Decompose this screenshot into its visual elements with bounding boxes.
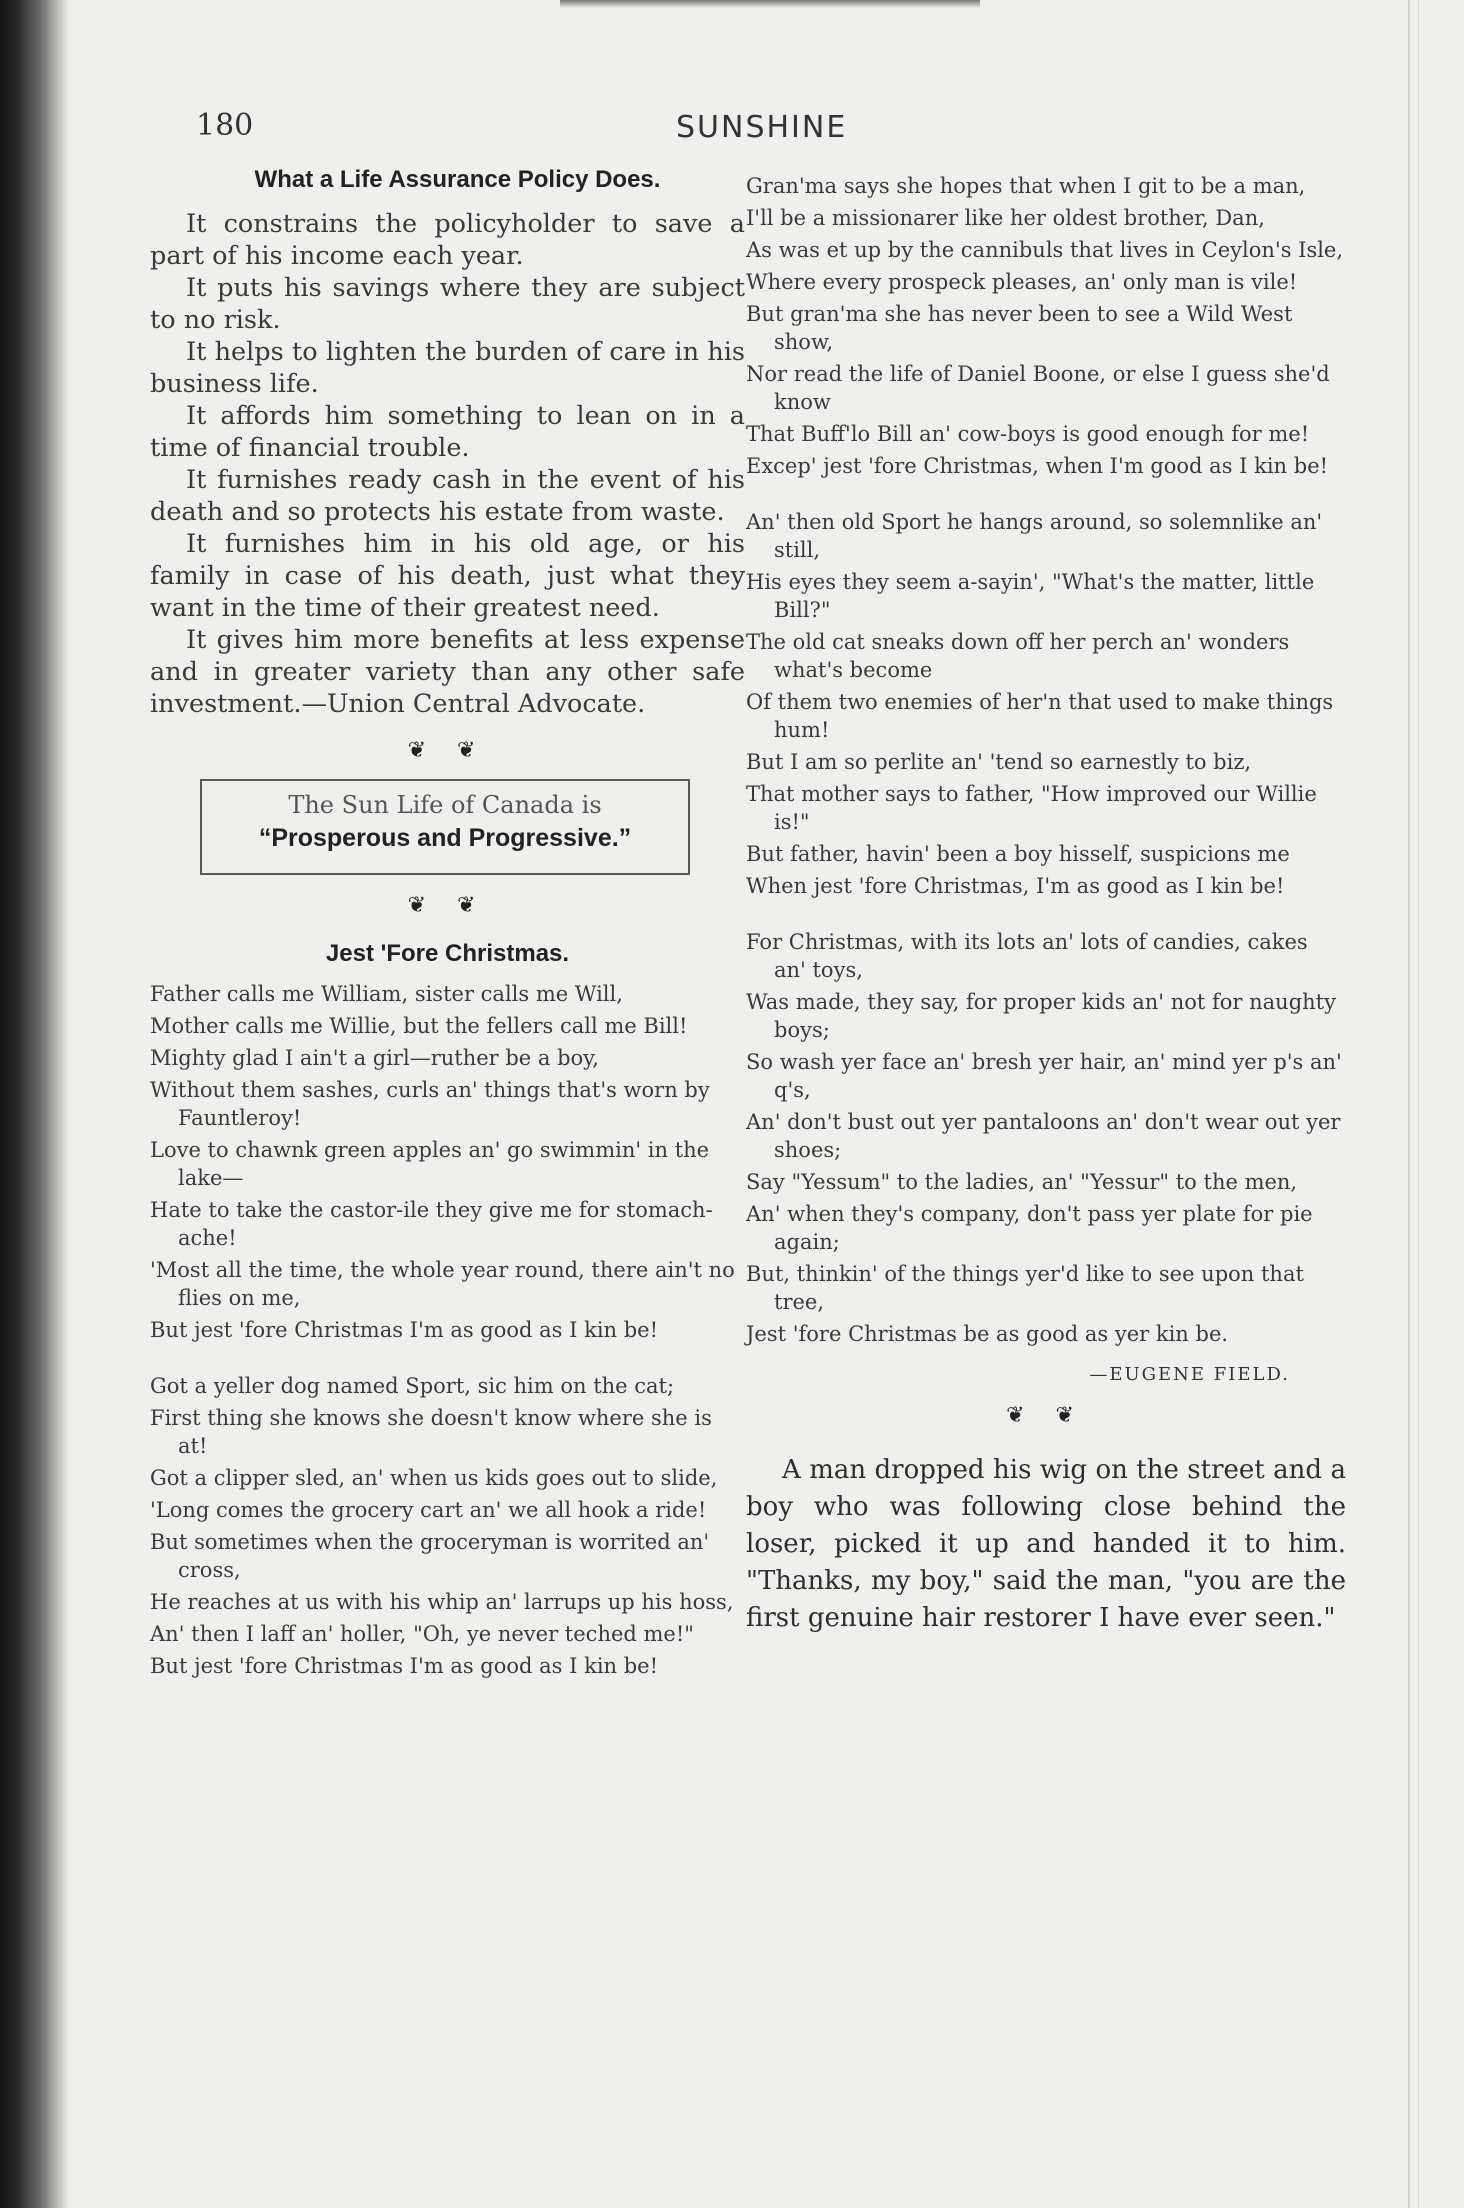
article-paragraph: It helps to lighten the burden of care in his business life. bbox=[150, 337, 745, 399]
ornament-divider: ❦ ❦ bbox=[407, 893, 488, 918]
poem-body-continued bbox=[746, 172, 1346, 1348]
poem-line: But, thinkin' of the things yer'd like to see upon that tree, bbox=[746, 1262, 1304, 1314]
article-paragraph: It affords him something to lean on in a time of financial trouble. bbox=[150, 401, 745, 463]
article-paragraph: It puts his savings where they are subject to no risk. bbox=[150, 273, 745, 335]
poem-line: First thing she knows she doesn't know where she is at! bbox=[150, 1406, 712, 1458]
page-number: 180 bbox=[196, 108, 254, 143]
poem-attribution: —EUGENE FIELD. bbox=[1089, 1364, 1290, 1385]
poem-line: Got a clipper sled, an' when us kids goes out to slide, bbox=[150, 1466, 718, 1490]
poem-line: But I am so perlite an' 'tend so earnestly to biz, bbox=[746, 750, 1252, 774]
scan-edge bbox=[0, 0, 70, 2208]
article-paragraph: It constrains the policyholder to save a part of his income each year. bbox=[150, 209, 745, 271]
poem-line: He reaches at us with his whip an' larrups up his hoss, bbox=[150, 1590, 734, 1614]
scan-edge-top bbox=[560, 0, 980, 8]
poem-line: Mighty glad I ain't a girl—ruther be a boy, bbox=[150, 1046, 599, 1070]
advertisement-box bbox=[200, 779, 690, 875]
poem-stanza bbox=[746, 508, 1346, 900]
gutter-line bbox=[1408, 0, 1410, 2208]
poem-line: 'Most all the time, the whole year round, there ain't no flies on me, bbox=[150, 1258, 735, 1310]
poem-line: But gran'ma she has never been to see a Wild West show, bbox=[746, 302, 1293, 354]
poem-line: That Buff'lo Bill an' cow-boys is good enough for me! bbox=[746, 422, 1310, 446]
poem-line: His eyes they seem a-sayin', "What's the matter, little Bill?" bbox=[746, 570, 1315, 622]
poem-line: Excep' jest 'fore Christmas, when I'm good as I kin be! bbox=[746, 454, 1329, 478]
poem-stanza bbox=[746, 928, 1346, 1348]
anecdote-text: A man dropped his wig on the street and a boy who was following close behind the loser, picked it up and handed it to him. "Thanks, my boy," said the man, "you are the first genuine hair restorer I have ever seen." bbox=[746, 1455, 1346, 1633]
anecdote bbox=[746, 1452, 1346, 1637]
poem-line: Mother calls me Willie, but the fellers call me Bill! bbox=[150, 1014, 688, 1038]
poem-line: Hate to take the castor-ile they give me for stomach-ache! bbox=[150, 1198, 713, 1250]
article-paragraph: It furnishes ready cash in the event of his death and so protects his estate from waste. bbox=[150, 465, 745, 527]
poem-line: But jest 'fore Christmas I'm as good as I kin be! bbox=[150, 1318, 659, 1342]
poem-line: Without them sashes, curls an' things that's worn by Fauntleroy! bbox=[150, 1078, 710, 1130]
poem-line: Nor read the life of Daniel Boone, or else I guess she'd know bbox=[746, 362, 1330, 414]
poem-line: Was made, they say, for proper kids an' not for naughty boys; bbox=[746, 990, 1336, 1042]
poem-stanza bbox=[150, 980, 745, 1344]
poem-line: When jest 'fore Christmas, I'm as good as I kin be! bbox=[746, 874, 1285, 898]
poem-line: As was et up by the cannibuls that lives in Ceylon's Isle, bbox=[746, 238, 1344, 262]
poem-body bbox=[150, 980, 745, 1680]
running-head: SUNSHINE bbox=[676, 110, 848, 145]
poem-line: Love to chawnk green apples an' go swimmin' in the lake— bbox=[150, 1138, 710, 1190]
right-column bbox=[746, 172, 1346, 1637]
ornament-divider: ❦ ❦ bbox=[407, 738, 488, 763]
poem-line: So wash yer face an' bresh yer hair, an' mind yer p's an' q's, bbox=[746, 1050, 1342, 1102]
gutter-line bbox=[1418, 0, 1419, 2208]
article-paragraph: It furnishes him in his old age, or his family in case of his death, just what they want in the time of their greatest need. bbox=[150, 529, 745, 623]
poem-line: But jest 'fore Christmas I'm as good as I kin be! bbox=[150, 1654, 659, 1678]
poem-line: Jest 'fore Christmas be as good as yer kin be. bbox=[746, 1322, 1229, 1346]
poem-stanza bbox=[746, 172, 1346, 480]
poem-line: An' don't bust out yer pantaloons an' don't wear out yer shoes; bbox=[746, 1110, 1341, 1162]
poem-line: Got a yeller dog named Sport, sic him on the cat; bbox=[150, 1374, 675, 1398]
poem-stanza bbox=[150, 1372, 745, 1680]
poem-title: Jest 'Fore Christmas. bbox=[325, 940, 570, 967]
article-paragraph: It gives him more benefits at less expense and in greater variety than any other safe investment.—Union Central Advocate. bbox=[150, 625, 745, 719]
poem-line: An' when they's company, don't pass yer plate for pie again; bbox=[746, 1202, 1313, 1254]
poem-line: That mother says to father, "How improved our Willie is!" bbox=[746, 782, 1317, 834]
ornament-divider: ❦ ❦ bbox=[1006, 1403, 1086, 1428]
poem-line: Say "Yessum" to the ladies, an' "Yessur" to the men, bbox=[746, 1170, 1298, 1194]
poem-line: But sometimes when the groceryman is worrited an' cross, bbox=[150, 1530, 710, 1582]
poem-line: I'll be a missionarer like her oldest brother, Dan, bbox=[746, 206, 1265, 230]
poem-line: An' then I laff an' holler, "Oh, ye never teched me!" bbox=[150, 1622, 694, 1646]
poem-line: An' then old Sport he hangs around, so solemnlike an' still, bbox=[746, 510, 1323, 562]
poem-line: Father calls me William, sister calls me Will, bbox=[150, 982, 623, 1006]
poem-line: 'Long comes the grocery cart an' we all hook a ride! bbox=[150, 1498, 707, 1522]
poem-line: Of them two enemies of her'n that used to make things hum! bbox=[746, 690, 1334, 742]
article-body bbox=[150, 208, 745, 720]
poem-line: Where every prospeck pleases, an' only man is vile! bbox=[746, 270, 1298, 294]
poem-line: Gran'ma says she hopes that when I git to be a man, bbox=[746, 174, 1306, 198]
poem-line: For Christmas, with its lots an' lots of candies, cakes an' toys, bbox=[746, 930, 1308, 982]
poem-line: The old cat sneaks down off her perch an' wonders what's become bbox=[746, 630, 1290, 682]
article-title: What a Life Assurance Policy Does. bbox=[254, 166, 661, 193]
ad-slogan: “Prosperous and Progressive.” bbox=[258, 824, 632, 852]
poem-line: But father, havin' been a boy hisself, suspicions me bbox=[746, 842, 1290, 866]
ad-line: The Sun Life of Canada is bbox=[288, 791, 602, 819]
left-column bbox=[150, 160, 745, 1708]
